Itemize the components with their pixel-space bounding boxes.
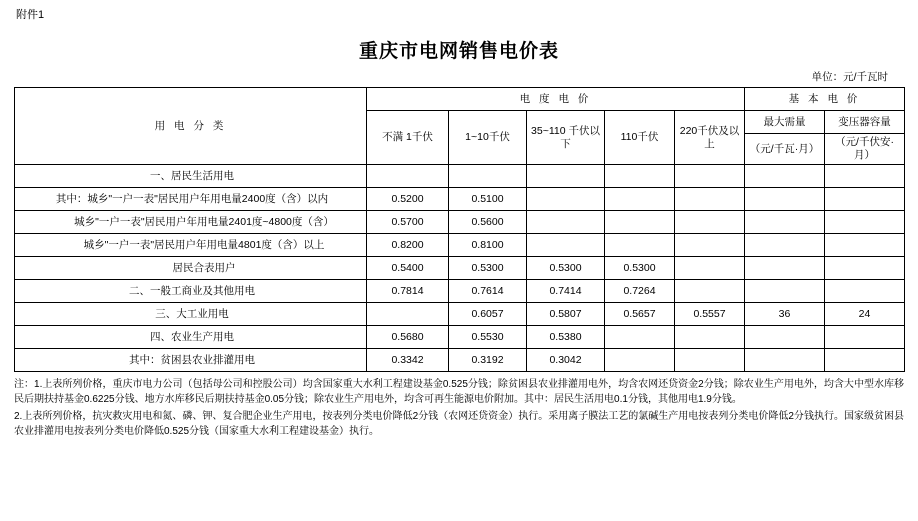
note-item-1: 注：1.上表所列价格，重庆市电力公司（包括母公司和控股公司）均含国家重大水利工程建设基金0.525分钱；除贫困县农业排灌用电外，均含农网还贷资金2分钱；除农业生产用电外，均含大中型水库移民后期扶持基金0.6225分钱、地方水库移民后期扶持基金0.05分钱；除农业生产用电外，均含可再生能源电价附加。其中：居民生活用电0.1分钱，其他用电1.9分钱。 (14, 379, 904, 405)
row-label: 三、大工业用电 (15, 303, 367, 326)
cell-value (527, 234, 605, 257)
cell-value (745, 257, 825, 280)
cell-value (825, 326, 905, 349)
cell-value: 0.7264 (605, 280, 675, 303)
cell-value (675, 165, 745, 188)
table-row (15, 303, 905, 326)
row-label: 城乡"一户一表"居民用户年用电量2401度~4800度（含） (15, 211, 367, 234)
unit-note: 单位：元/千瓦时 (811, 71, 888, 83)
header-col-max-demand: 最大需量 (745, 111, 825, 134)
cell-value: 0.5400 (367, 257, 449, 280)
cell-value (449, 165, 527, 188)
row-label: 其中：城乡"一户一表"居民用户年用电量2400度（含）以内 (15, 188, 367, 211)
cell-value (675, 326, 745, 349)
electricity-price-table (14, 87, 905, 372)
cell-value: 0.5657 (605, 303, 675, 326)
cell-value (605, 234, 675, 257)
row-label: 其中：贫困县农业排灌用电 (15, 349, 367, 372)
cell-value (825, 165, 905, 188)
cell-value: 0.5300 (527, 257, 605, 280)
cell-value: 0.7414 (527, 280, 605, 303)
row-label: 居民合表用户 (15, 257, 367, 280)
table-notes (14, 378, 904, 439)
cell-value (745, 326, 825, 349)
cell-value: 0.6057 (449, 303, 527, 326)
cell-value (745, 234, 825, 257)
cell-value (605, 188, 675, 211)
header-col-220kv-up: 220千伏及以上 (675, 111, 745, 165)
header-energy-price-group: 电 度 电 价 (367, 88, 745, 111)
cell-value (675, 211, 745, 234)
row-label: 一、居民生活用电 (15, 165, 367, 188)
header-col-35-110kv: 35~110 千伏以下 (527, 111, 605, 165)
table-row (15, 188, 905, 211)
page-title: 重庆市电网销售电价表 (358, 41, 559, 62)
header-col-transformer-capacity: 变压器容量 (825, 111, 905, 134)
cell-value (825, 188, 905, 211)
cell-value: 0.5200 (367, 188, 449, 211)
cell-value: 24 (825, 303, 905, 326)
cell-value (675, 257, 745, 280)
cell-value (825, 257, 905, 280)
cell-value: 0.5380 (527, 326, 605, 349)
cell-value: 36 (745, 303, 825, 326)
cell-value: 0.5700 (367, 211, 449, 234)
table-row (15, 257, 905, 280)
cell-value: 0.8200 (367, 234, 449, 257)
table-row (15, 280, 905, 303)
cell-value (527, 165, 605, 188)
header-category: 用 电 分 类 (15, 88, 367, 165)
cell-value (745, 188, 825, 211)
table-row (15, 165, 905, 188)
cell-value (527, 211, 605, 234)
cell-value (675, 188, 745, 211)
cell-value (605, 165, 675, 188)
cell-value (527, 188, 605, 211)
row-label: 城乡"一户一表"居民用户年用电量4801度（含）以上 (15, 234, 367, 257)
cell-value (367, 303, 449, 326)
cell-value: 0.3192 (449, 349, 527, 372)
header-col-1-10kv: 1~10千伏 (449, 111, 527, 165)
cell-value: 0.5100 (449, 188, 527, 211)
table-row (15, 234, 905, 257)
cell-value: 0.5600 (449, 211, 527, 234)
cell-value: 0.5557 (675, 303, 745, 326)
cell-value (745, 211, 825, 234)
header-col-below-1kv: 不满 1千伏 (367, 111, 449, 165)
table-row (15, 349, 905, 372)
cell-value (675, 234, 745, 257)
cell-value (605, 326, 675, 349)
cell-value: 0.5807 (527, 303, 605, 326)
cell-value (675, 280, 745, 303)
table-row (15, 211, 905, 234)
cell-value: 0.7814 (367, 280, 449, 303)
table-row (15, 326, 905, 349)
cell-value (675, 349, 745, 372)
attachment-label: 附件1 (16, 9, 45, 21)
cell-value (367, 165, 449, 188)
row-label: 二、一般工商业及其他用电 (15, 280, 367, 303)
table-header-row-1 (15, 88, 905, 111)
cell-value: 0.7614 (449, 280, 527, 303)
row-label: 四、农业生产用电 (15, 326, 367, 349)
header-unit-transformer-capacity: （元/千伏安·月） (825, 134, 905, 165)
cell-value (825, 211, 905, 234)
cell-value: 0.8100 (449, 234, 527, 257)
cell-value: 0.3342 (367, 349, 449, 372)
cell-value (745, 280, 825, 303)
cell-value (825, 349, 905, 372)
cell-value (605, 349, 675, 372)
header-col-110kv: 110千伏 (605, 111, 675, 165)
cell-value (605, 211, 675, 234)
cell-value (825, 234, 905, 257)
cell-value (745, 165, 825, 188)
cell-value (825, 280, 905, 303)
cell-value: 0.5300 (449, 257, 527, 280)
cell-value: 0.5300 (605, 257, 675, 280)
cell-value: 0.5530 (449, 326, 527, 349)
header-basic-price-group: 基 本 电 价 (745, 88, 905, 111)
header-unit-max-demand: （元/千瓦·月） (745, 134, 825, 165)
cell-value: 0.3042 (527, 349, 605, 372)
note-item-2: 2.上表所列价格，抗灾救灾用电和氮、磷、钾、复合肥企业生产用电，按表列分类电价降低2分钱（农网还贷资金）执行。采用离子膜法工艺的氯碱生产用电按表列分类电价降低2分钱执行。国家级贫困县农业排灌用电按表列分类电价降低0.525分钱（国家重大水利工程建设基金）执行。 (14, 411, 904, 437)
cell-value (745, 349, 825, 372)
cell-value: 0.5680 (367, 326, 449, 349)
